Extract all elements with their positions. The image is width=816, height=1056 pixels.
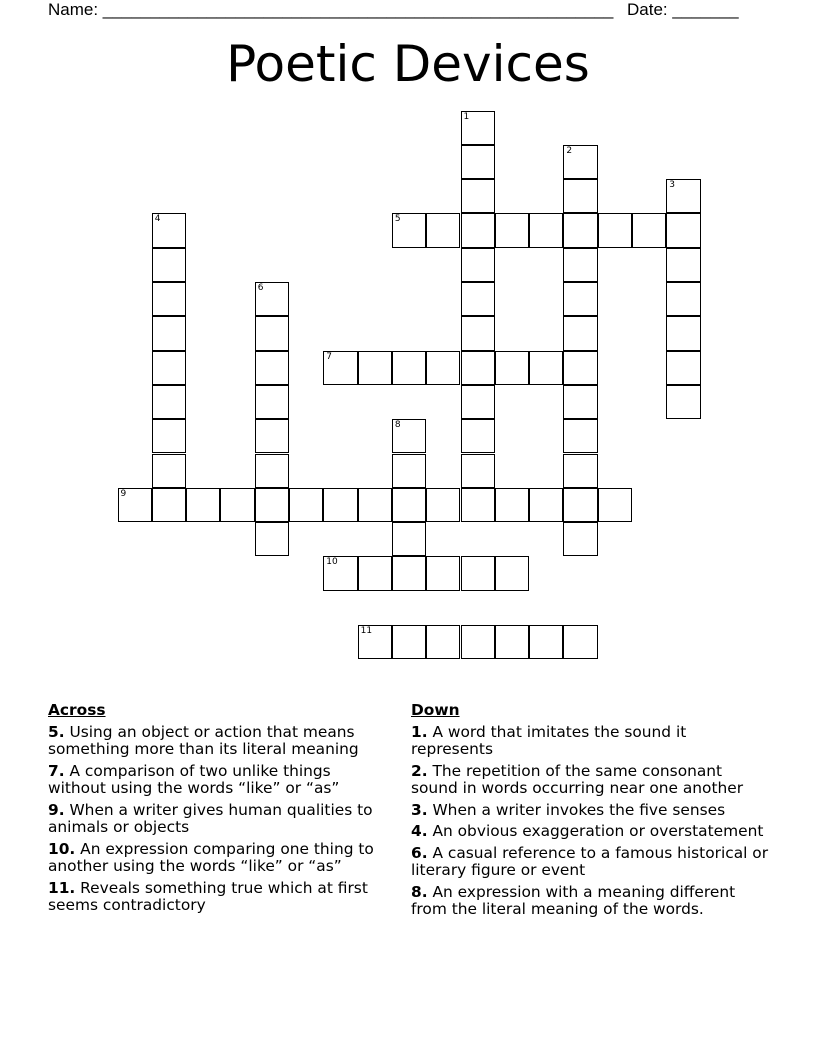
grid-cell[interactable]: [461, 213, 495, 247]
grid-cell[interactable]: [358, 351, 392, 385]
grid-cell[interactable]: [461, 625, 495, 659]
clue-number: 8.: [411, 882, 428, 901]
clue-text: When a writer invokes the five senses: [432, 800, 726, 819]
grid-cell[interactable]: [392, 625, 426, 659]
grid-cell[interactable]: [495, 351, 529, 385]
clue-text: An obvious exaggeration or overstatement: [432, 822, 764, 840]
grid-cell[interactable]: [461, 282, 495, 316]
grid-cell[interactable]: [563, 351, 597, 385]
clue-number: 10.: [48, 839, 76, 858]
grid-cell[interactable]: [666, 248, 700, 282]
grid-cell[interactable]: [563, 385, 597, 419]
grid-cell[interactable]: [358, 556, 392, 590]
grid-cell[interactable]: [563, 316, 597, 350]
grid-cell[interactable]: [426, 556, 460, 590]
cell-number: 8: [394, 420, 401, 431]
grid-cell[interactable]: [392, 556, 426, 590]
grid-cell[interactable]: [666, 213, 700, 247]
down-clue: [411, 823, 771, 841]
clue-number: 6.: [411, 843, 428, 862]
grid-cell[interactable]: [255, 282, 289, 316]
grid-cell[interactable]: [563, 213, 597, 247]
grid-cell[interactable]: [461, 556, 495, 590]
grid-cell[interactable]: [392, 351, 426, 385]
grid-cell[interactable]: [666, 282, 700, 316]
grid-cell[interactable]: [461, 111, 495, 145]
clue-number: 4.: [411, 822, 428, 840]
grid-cell[interactable]: [666, 385, 700, 419]
grid-cell[interactable]: [666, 179, 700, 213]
cell-number: 2: [566, 145, 573, 156]
across-clue: [48, 802, 393, 837]
grid-cell[interactable]: [563, 179, 597, 213]
grid-cell[interactable]: [152, 316, 186, 350]
cell-number: 1: [463, 111, 470, 122]
clue-text: An expression comparing one thing to another using the words “like” or “as”: [48, 839, 374, 875]
clue-number: 9.: [48, 800, 65, 819]
grid-cell[interactable]: [461, 179, 495, 213]
cell-number: 5: [394, 214, 401, 225]
grid-cell[interactable]: [461, 248, 495, 282]
grid-cell[interactable]: [186, 488, 220, 522]
down-clue: [411, 724, 771, 759]
grid-cell[interactable]: [152, 454, 186, 488]
grid-cell[interactable]: [358, 625, 392, 659]
grid-cell[interactable]: [461, 316, 495, 350]
cell-number: 7: [326, 351, 333, 362]
grid-cell[interactable]: [563, 145, 597, 179]
grid-cell[interactable]: [598, 213, 632, 247]
grid-cell[interactable]: [461, 145, 495, 179]
across-clue: [48, 841, 393, 876]
across-clue: [48, 880, 393, 915]
cell-number: 4: [154, 214, 161, 225]
grid-cell[interactable]: [529, 213, 563, 247]
down-heading: Down: [411, 701, 460, 719]
cell-number: 9: [120, 488, 127, 499]
grid-cell[interactable]: [152, 419, 186, 453]
grid-cell[interactable]: [529, 351, 563, 385]
grid-cell[interactable]: [563, 282, 597, 316]
grid-cell[interactable]: [255, 419, 289, 453]
clue-text: A word that imitates the sound it represents: [411, 722, 687, 758]
grid-cell[interactable]: [563, 454, 597, 488]
clue-number: 2.: [411, 761, 428, 780]
grid-cell[interactable]: [461, 454, 495, 488]
clue-number: 7.: [48, 761, 65, 780]
across-clue: [48, 763, 393, 798]
down-clue: [411, 884, 771, 919]
clue-text: Reveals something true which at first seems contradictory: [48, 878, 368, 914]
clue-number: 1.: [411, 722, 428, 741]
grid-cell[interactable]: [495, 556, 529, 590]
grid-cell[interactable]: [666, 351, 700, 385]
grid-cell[interactable]: [495, 625, 529, 659]
grid-cell[interactable]: [152, 248, 186, 282]
grid-cell[interactable]: [220, 488, 254, 522]
grid-cell[interactable]: [392, 213, 426, 247]
grid-cell[interactable]: [426, 625, 460, 659]
grid-cell[interactable]: [529, 625, 563, 659]
grid-cell[interactable]: [118, 488, 152, 522]
grid-cell[interactable]: [392, 522, 426, 556]
grid-cell[interactable]: [426, 213, 460, 247]
grid-cell[interactable]: [255, 351, 289, 385]
cell-number: 11: [360, 626, 373, 636]
clue-text: When a writer gives human qualities to animals or objects: [48, 800, 373, 836]
across-heading: Across: [48, 701, 106, 719]
grid-cell[interactable]: [563, 522, 597, 556]
grid-cell[interactable]: [392, 419, 426, 453]
grid-cell[interactable]: [323, 351, 357, 385]
grid-cell[interactable]: [632, 213, 666, 247]
grid-cell[interactable]: [666, 316, 700, 350]
page-title: Poetic Devices: [226, 35, 590, 93]
down-clues: [411, 702, 771, 923]
grid-cell[interactable]: [461, 351, 495, 385]
grid-cell[interactable]: [255, 316, 289, 350]
grid-cell[interactable]: [495, 488, 529, 522]
grid-cell[interactable]: [392, 454, 426, 488]
grid-cell[interactable]: [255, 522, 289, 556]
grid-cell[interactable]: [152, 213, 186, 247]
grid-cell[interactable]: [563, 248, 597, 282]
grid-cell[interactable]: [358, 488, 392, 522]
grid-cell[interactable]: [529, 488, 563, 522]
grid-cell[interactable]: [598, 488, 632, 522]
grid-cell[interactable]: [563, 488, 597, 522]
grid-cell[interactable]: [461, 488, 495, 522]
cell-number: 6: [257, 283, 264, 293]
grid-cell[interactable]: [495, 213, 529, 247]
date-field[interactable]: Date: _______: [627, 0, 739, 19]
down-clue: [411, 802, 771, 820]
clue-number: 11.: [48, 878, 76, 897]
clue-text: A comparison of two unlike things without using the words “like” or “as”: [48, 761, 340, 797]
grid-cell[interactable]: [323, 556, 357, 590]
clue-text: A casual reference to a famous historical or literary figure or event: [411, 843, 769, 879]
name-field[interactable]: Name: ______________________________________________________: [48, 0, 614, 19]
grid-cell[interactable]: [255, 488, 289, 522]
across-clues: [48, 702, 393, 919]
grid-cell[interactable]: [461, 419, 495, 453]
grid-cell[interactable]: [152, 282, 186, 316]
across-clue: [48, 724, 393, 759]
clue-text: An expression with a meaning different from the literal meaning of the words.: [411, 882, 736, 918]
grid-cell[interactable]: [426, 488, 460, 522]
grid-cell[interactable]: [563, 625, 597, 659]
cell-number: 10: [326, 557, 338, 568]
grid-cell[interactable]: [323, 488, 357, 522]
clue-number: 5.: [48, 722, 65, 741]
grid-cell[interactable]: [152, 385, 186, 419]
grid-cell[interactable]: [426, 351, 460, 385]
grid-cell[interactable]: [255, 385, 289, 419]
grid-cell[interactable]: [461, 385, 495, 419]
grid-cell[interactable]: [255, 454, 289, 488]
grid-cell[interactable]: [152, 488, 186, 522]
grid-cell[interactable]: [289, 488, 323, 522]
clue-number: 3.: [411, 800, 428, 819]
grid-cell[interactable]: [392, 488, 426, 522]
clue-text: Using an object or action that means something more than its literal meaning: [48, 722, 359, 758]
clue-text: The repetition of the same consonant sound in words occurring near one another: [411, 761, 744, 797]
down-clue: [411, 763, 771, 798]
down-clue: [411, 845, 771, 880]
cell-number: 3: [669, 180, 676, 191]
grid-cell[interactable]: [563, 419, 597, 453]
grid-cell[interactable]: [152, 351, 186, 385]
